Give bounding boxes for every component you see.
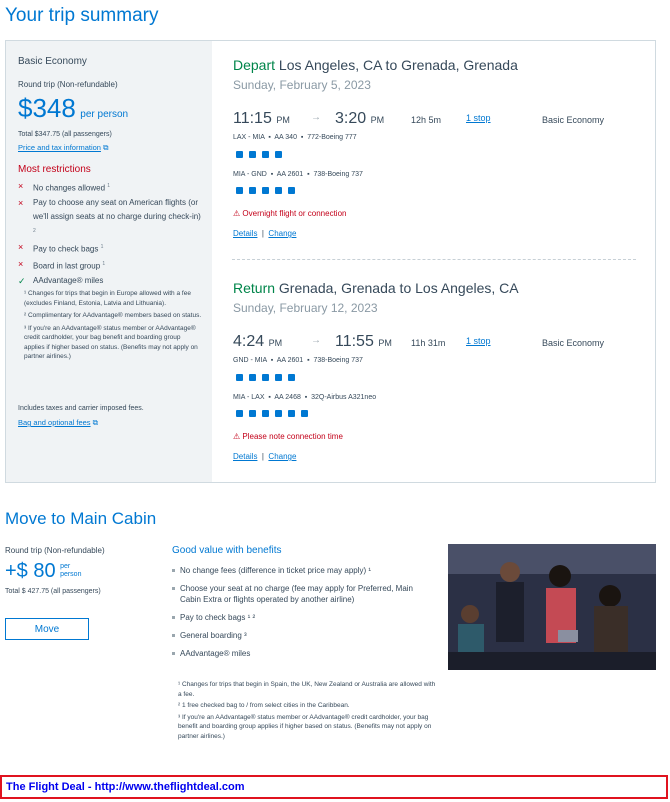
usb-icon [262, 374, 269, 381]
fare-price-block [18, 93, 128, 124]
depart-stops-link[interactable]: 1 stop [466, 113, 491, 123]
depart-route: Los Angeles, CA to Grenada, Grenada [278, 57, 518, 73]
phone-icon [275, 374, 282, 381]
return-change-link[interactable]: Change [268, 452, 297, 461]
upgrade-person: person [60, 571, 82, 578]
fare-footnote: ¹ Changes for trips that begin in Europe allowed with a fee (excludes Finland, Estonia, Latvia and Lithuania). [24, 290, 191, 307]
phone-icon [275, 187, 282, 194]
tv-icon [288, 374, 295, 381]
restriction-item: × No changes allowed $^1$ [18, 181, 111, 193]
fare-footnote: ³ If you're an AAdvantage® status member or AAdvantage® credit cardholder, your bag benefit and boarding group applies if higher based on status. (Benefits may not apply on partner airlines.) [24, 324, 198, 360]
depart-seg2-info: MIA - GND ▪ AA 2601 ▪ 738-Boeing 737 [233, 171, 363, 178]
depart-arr-time: 3:20 PM [335, 110, 385, 127]
depart-warning: ⚠ Overnight flight or connection [233, 209, 347, 218]
x-icon: × [18, 181, 24, 191]
fare-cabin: Basic Economy [18, 56, 87, 67]
usb-icon [262, 187, 269, 194]
power-icon [249, 410, 256, 417]
x-icon: × [18, 242, 24, 253]
x-icon: × [18, 197, 24, 208]
upgrade-trip-type: Round trip (Non-refundable) [5, 546, 105, 555]
fare-footnotes [24, 289, 202, 362]
power-icon [249, 374, 256, 381]
benefit-item: Pay to check bags ¹ ² [172, 612, 434, 623]
return-label: Return [233, 280, 276, 296]
entertainment-icon [275, 151, 282, 158]
return-cabin: Basic Economy [542, 338, 605, 348]
depart-heading [233, 57, 518, 73]
move-button[interactable]: Move [5, 618, 89, 640]
power-icon [249, 151, 256, 158]
return-dep-time: 4:24 PM [233, 333, 283, 350]
return-seg1-amenities [236, 374, 295, 381]
depart-seg2-amenities [236, 187, 295, 194]
wifi-icon [236, 410, 243, 417]
usb-icon [262, 151, 269, 158]
return-seg2-info: MIA - LAX ▪ AA 2468 ▪ 32Q-Airbus A321neo [233, 394, 377, 401]
depart-dep-time: 11:15 PM [233, 110, 290, 127]
upgrade-footnotes [178, 680, 436, 741]
return-route: Grenada, Grenada to Los Angeles, CA [278, 280, 519, 296]
restrictions-title: Most restrictions [18, 164, 91, 175]
warning-icon: ⚠ [233, 432, 241, 441]
taxes-note: Includes taxes and carrier imposed fees. [18, 405, 144, 412]
arrow-right-icon: → [311, 335, 321, 346]
tv-icon [288, 410, 295, 417]
external-link-icon: ⧉ [103, 143, 109, 152]
tv-icon [288, 187, 295, 194]
fare-trip-type: Round trip (Non-refundable) [18, 80, 118, 89]
return-warning: ⚠ Please note connection time [233, 432, 343, 441]
benefit-item: Choose your seat at no charge (fee may apply for Preferred, Main Cabin Extra or flights operated by another airline) [172, 583, 434, 605]
cabin-photo-illustration [448, 544, 656, 670]
return-heading [233, 280, 519, 296]
fare-footnote: ² Complimentary for AAdvantage® members based on status. [24, 312, 202, 319]
wifi-icon [236, 151, 243, 158]
power-icon [249, 187, 256, 194]
depart-cabin: Basic Economy [542, 115, 605, 125]
price-tax-link[interactable]: Price and tax information [18, 143, 101, 152]
benefit-item: General boarding ³ [172, 630, 434, 641]
benefit-item: No change fees (difference in ticket price may apply) ¹ [172, 565, 434, 576]
upgrade-footnote: ² 1 free checked bag to / from select cities in the Caribbean. [178, 702, 350, 709]
restriction-item: × Board in last group $^1$ [18, 258, 106, 271]
wifi-icon [236, 374, 243, 381]
usb-icon [262, 410, 269, 417]
upgrade-total: Total $ 427.75 (all passengers) [5, 588, 101, 595]
price-tax-link-wrap[interactable] [18, 143, 108, 153]
check-icon: ✓ [18, 275, 26, 286]
depart-date: Sunday, February 5, 2023 [233, 78, 371, 92]
restriction-item: ✓ AAdvantage® miles [18, 275, 104, 286]
return-seg2-amenities [236, 410, 308, 417]
return-stops-link[interactable]: 1 stop [466, 336, 491, 346]
upgrade-price-block [5, 560, 81, 583]
upgrade-price: +$ 80 [5, 560, 56, 582]
main-cabin-title: Move to Main Cabin [5, 509, 157, 528]
upgrade-footnote: ¹ Changes for trips that begin in Spain, the UK, New Zealand or Australia are allowed with a fee. [178, 681, 436, 698]
bag-fees-link-wrap[interactable] [18, 418, 98, 428]
return-details-link[interactable]: Details [233, 452, 258, 461]
depart-seg1-info: LAX - MIA ▪ AA 340 ▪ 772-Boeing 777 [233, 134, 357, 141]
return-links: Details | Change [233, 452, 297, 461]
fare-total: Total $347.75 (all passengers) [18, 131, 112, 138]
depart-seg1-amenities [236, 151, 282, 158]
page-title: Your trip summary [5, 5, 159, 26]
return-date: Sunday, February 12, 2023 [233, 301, 378, 315]
upgrade-footnote: ³ If you're an AAdvantage® status member or AAdvantage® credit cardholder, your bag benefit and boarding group applies if higher based on status. (Benefits may not apply on partner airlines.) [178, 713, 432, 740]
bag-fees-link[interactable]: Bag and optional fees [18, 418, 91, 427]
benefit-item: AAdvantage® miles [172, 648, 434, 659]
cabin-photo [448, 544, 656, 670]
depart-change-link[interactable]: Change [268, 229, 297, 238]
arrow-right-icon: → [311, 112, 321, 123]
warning-icon: ⚠ [233, 209, 241, 218]
depart-links: Details | Change [233, 229, 297, 238]
return-duration: 11h 31m [411, 338, 446, 348]
external-link-icon: ⧉ [92, 418, 99, 427]
flight-deal-banner-text[interactable]: The Flight Deal - http://www.theflightdeal.com [6, 781, 245, 793]
return-arr-time: 11:55 PM [335, 333, 392, 350]
return-seg1-info: GND - MIA ▪ AA 2601 ▪ 738-Boeing 737 [233, 357, 363, 364]
wifi-plus-icon [301, 410, 308, 417]
depart-details-link[interactable]: Details [233, 229, 258, 238]
fare-per-person: per person [80, 109, 129, 120]
section-divider [232, 259, 636, 260]
benefits-title: Good value with benefits [172, 545, 282, 556]
restriction-item: × Pay to choose any seat on American flights (or we'll assign seats at no charge during check-in) $^2$ [18, 197, 201, 234]
upgrade-per: per [60, 563, 71, 570]
restrictions-list [18, 179, 203, 288]
x-icon: × [18, 258, 24, 269]
depart-duration: 12h 5m [411, 115, 442, 125]
restriction-item: × Pay to check bags $^1$ [18, 242, 104, 254]
wifi-icon [236, 187, 243, 194]
fare-price: $348 [18, 93, 76, 123]
benefits-list [172, 565, 434, 666]
phone-icon [275, 410, 282, 417]
depart-label: Depart [233, 57, 276, 73]
